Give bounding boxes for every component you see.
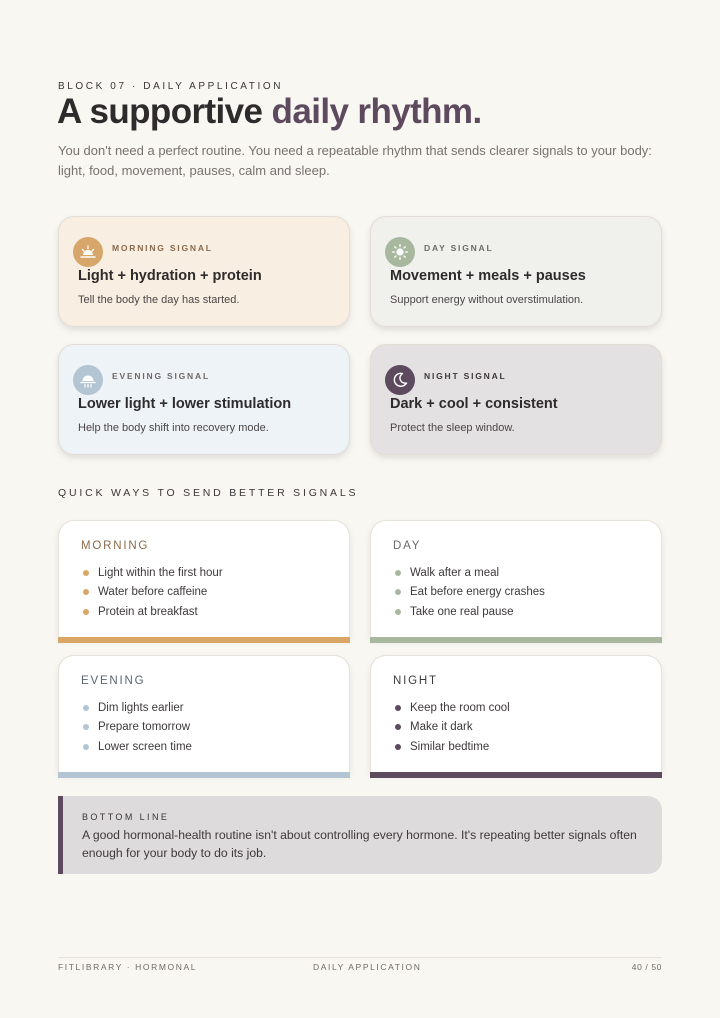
signal-description: Support energy without overstimulation. <box>390 294 584 306</box>
bullet-dot <box>83 589 89 595</box>
callout-label: BOTTOM LINE <box>82 812 170 822</box>
list-item <box>395 602 545 622</box>
morning-signal-card <box>58 216 350 327</box>
list-item-text: Water before caffeine <box>98 586 208 599</box>
list-item-text: Protein at breakfast <box>98 605 198 618</box>
bullet-dot <box>395 609 401 615</box>
bullet-dot <box>395 744 401 750</box>
sunset-icon <box>73 365 103 395</box>
list-item-text: Walk after a meal <box>410 566 500 579</box>
signal-description: Protect the sleep window. <box>390 422 515 434</box>
bullet-dot <box>395 705 401 711</box>
signal-title: Light + hydration + protein <box>78 268 262 284</box>
day-quick-card <box>370 520 662 638</box>
callout-text: A good hormonal-health routine isn't about controlling every hormone. It's repeating better signals often enough for your body to do its job. <box>82 828 637 860</box>
signal-title: Movement + meals + pauses <box>390 268 586 284</box>
signal-title: Dark + cool + consistent <box>390 396 558 412</box>
accent-bar <box>370 637 662 643</box>
list-item <box>395 583 545 603</box>
page-number: 40 / 50 <box>631 962 662 972</box>
bullet-dot <box>83 724 89 730</box>
list-item <box>83 563 223 583</box>
title-main: A supportive <box>57 92 272 131</box>
quick-card-title: MORNING <box>81 540 150 552</box>
morning-quick-card <box>58 520 350 638</box>
bullet-dot <box>395 589 401 595</box>
signal-label: DAY SIGNAL <box>424 243 494 253</box>
moon-icon <box>385 365 415 395</box>
list-item <box>395 563 545 583</box>
accent-bar <box>58 772 350 778</box>
night-signal-card <box>370 344 662 455</box>
signal-description: Tell the body the day has started. <box>78 294 240 306</box>
sunrise-icon <box>73 237 103 267</box>
list-item <box>83 602 223 622</box>
signal-label: MORNING SIGNAL <box>112 243 213 253</box>
evening-signal-card <box>58 344 350 455</box>
quick-card-list <box>395 698 510 757</box>
signal-title: Lower light + lower stimulation <box>78 396 292 412</box>
bullet-dot <box>395 570 401 576</box>
list-item <box>395 737 510 757</box>
list-item-text: Prepare tomorrow <box>98 721 191 734</box>
list-item-text: Lower screen time <box>98 740 192 753</box>
list-item <box>83 583 223 603</box>
list-item-text: Eat before energy crashes <box>410 586 545 599</box>
list-item <box>83 718 192 738</box>
list-item-text: Take one real pause <box>410 605 514 618</box>
day-signal-card <box>370 216 662 327</box>
section-heading: QUICK WAYS TO SEND BETTER SIGNALS <box>58 487 359 499</box>
quick-card-title: NIGHT <box>393 675 438 687</box>
bullet-dot <box>395 724 401 730</box>
list-item <box>83 698 192 718</box>
list-item-text: Make it dark <box>410 721 473 734</box>
bullet-dot <box>83 609 89 615</box>
list-item <box>83 737 192 757</box>
footer-divider <box>58 957 662 958</box>
quick-card-list <box>395 563 545 622</box>
title-accent: daily rhythm. <box>271 92 482 131</box>
footer-section: DAILY APPLICATION <box>313 962 422 972</box>
signal-description: Help the body shift into recovery mode. <box>78 422 269 434</box>
bullet-dot <box>83 744 89 750</box>
page-title <box>57 92 482 132</box>
eyebrow: BLOCK 07 · DAILY APPLICATION <box>58 81 284 92</box>
list-item-text: Light within the first hour <box>98 566 223 579</box>
list-item <box>395 698 510 718</box>
quick-card-title: EVENING <box>81 675 146 687</box>
quick-card-list <box>83 698 192 757</box>
quick-card-list <box>83 563 223 622</box>
accent-bar <box>58 637 350 643</box>
sun-icon <box>385 237 415 267</box>
quick-card-title: DAY <box>393 540 422 552</box>
bottom-line-callout <box>58 796 662 874</box>
evening-quick-card <box>58 655 350 773</box>
list-item-text: Similar bedtime <box>410 740 490 753</box>
list-item-text: Dim lights earlier <box>98 701 184 714</box>
bullet-dot <box>83 705 89 711</box>
list-item-text: Keep the room cool <box>410 701 510 714</box>
list-item <box>395 718 510 738</box>
signal-label: EVENING SIGNAL <box>112 371 210 381</box>
accent-bar <box>370 772 662 778</box>
signal-label: NIGHT SIGNAL <box>424 371 507 381</box>
night-quick-card <box>370 655 662 773</box>
intro-text: You don't need a perfect routine. You need a repeatable rhythm that sends clearer signals to your body: light, food, movement, pauses, calm and sleep. <box>58 143 652 178</box>
footer-brand: FITLIBRARY · HORMONAL <box>58 962 198 972</box>
bullet-dot <box>83 570 89 576</box>
